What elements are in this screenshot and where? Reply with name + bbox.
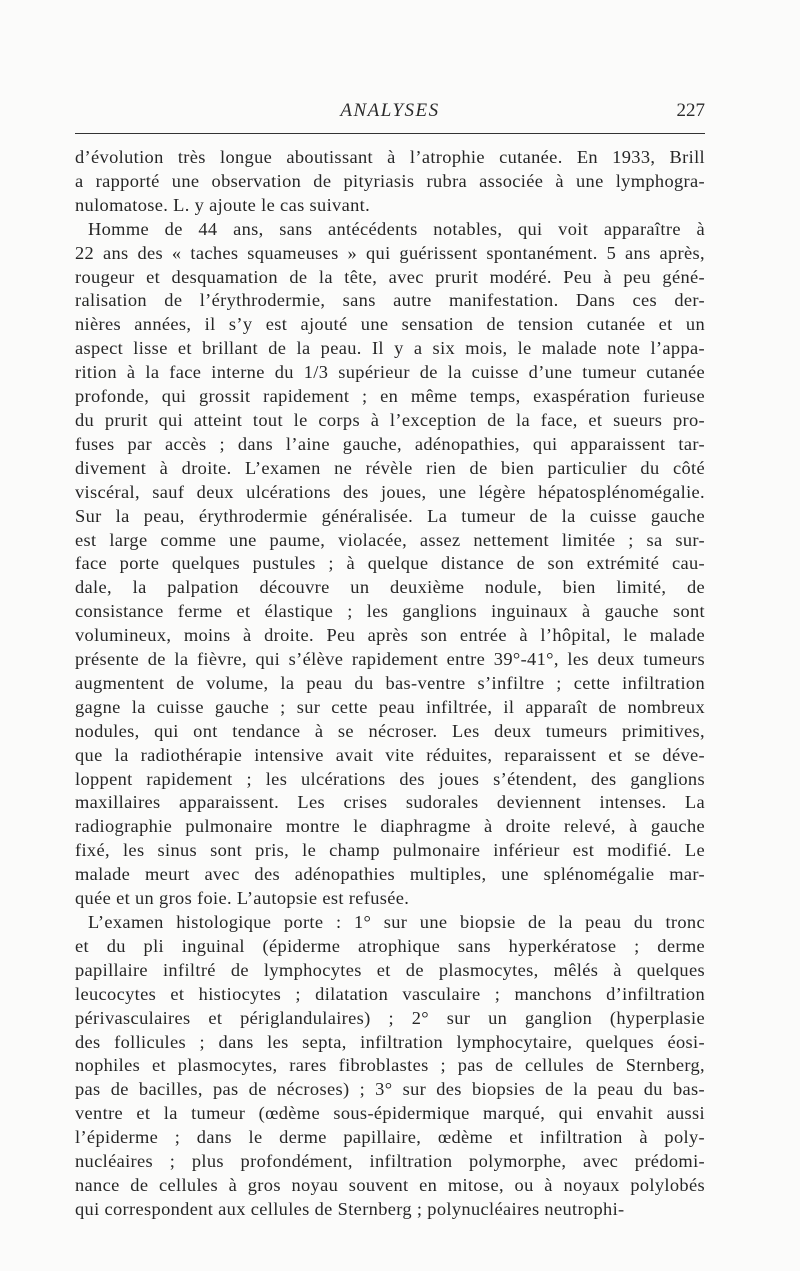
text-line: loppent rapidement ; les ulcérations des joues s’étendent, des ganglions bbox=[75, 768, 705, 789]
text-line: nulomatose. L. y ajoute le cas suivant. bbox=[75, 194, 371, 215]
text-line: des follicules ; dans les septa, infiltration lymphocytaire, quelques éosi- bbox=[75, 1031, 705, 1052]
text-line: leucocytes et histiocytes ; dilatation vasculaire ; manchons d’infiltration bbox=[75, 983, 705, 1004]
text-line: a rapporté une observation de pityriasis rubra associée à une lymphogra- bbox=[75, 170, 705, 191]
text-line: augmentent de volume, la peau du bas-ventre s’infiltre ; cette infiltration bbox=[75, 672, 705, 693]
text-line: nucléaires ; plus profondément, infiltration polymorphe, avec prédomi- bbox=[75, 1151, 705, 1172]
text-line: rougeur et desquamation de la tête, avec prurit modéré. Peu à peu géné- bbox=[75, 266, 705, 287]
text-line: dale, la palpation découvre un deuxième nodule, bien limité, de bbox=[75, 577, 705, 598]
text-line: ralisation de l’érythrodermie, sans autre manifestation. Dans ces der- bbox=[75, 290, 705, 311]
text-line: 22 ans des « taches squameuses » qui guérissent spontanément. 5 ans après, bbox=[75, 242, 705, 263]
text-line: pas de bacilles, pas de nécroses) ; 3° sur des biopsies de la peau du bas- bbox=[75, 1079, 705, 1100]
text-line: ventre et la tumeur (œdème sous-épidermique marqué, qui envahit aussi bbox=[75, 1103, 705, 1124]
text-line: nophiles et plasmocytes, rares fibroblastes ; pas de cellules de Sternberg, bbox=[75, 1055, 705, 1076]
paragraph bbox=[75, 146, 705, 218]
text-line: divement à droite. L’examen ne révèle rien de bien particulier du côté bbox=[75, 457, 705, 478]
text-line: du prurit qui atteint tout le corps à l’exception de la face, et sueurs pro- bbox=[75, 409, 705, 430]
body-text bbox=[75, 146, 705, 1222]
text-line: malade meurt avec des adénopathies multiples, une splénomégalie mar- bbox=[75, 864, 705, 885]
text-line: est large comme une paume, violacée, assez nettement limitée ; sa sur- bbox=[75, 529, 705, 550]
text-line: consistance ferme et élastique ; les ganglions inguinaux à gauche sont bbox=[75, 601, 705, 622]
paragraph bbox=[75, 218, 705, 911]
text-line: viscéral, sauf deux ulcérations des joues, une légère hépatosplénomégalie. bbox=[75, 481, 705, 502]
text-line: fuses par accès ; dans l’aine gauche, adénopathies, qui apparaissent tar- bbox=[75, 433, 705, 454]
paragraph bbox=[75, 911, 705, 1222]
text-line: papillaire infiltré de lymphocytes et de plasmocytes, mêlés à quelques bbox=[75, 959, 705, 980]
text-line: présente de la fièvre, qui s’élève rapidement entre 39°-41°, les deux tumeurs bbox=[75, 649, 705, 670]
header-rule bbox=[75, 133, 705, 134]
page-number: 227 bbox=[676, 100, 705, 121]
text-line: d’évolution très longue aboutissant à l’atrophie cutanée. En 1933, Brill bbox=[75, 147, 705, 167]
text-line: radiographie pulmonaire montre le diaphragme à droite relevé, à gauche bbox=[75, 816, 705, 837]
text-line: nières années, il s’y est ajouté une sensation de tension cutanée et un bbox=[75, 314, 705, 335]
text-line: nance de cellules à gros noyau souvent en mitose, ou à noyaux polylobés bbox=[75, 1174, 705, 1195]
text-line: maxillaires apparaissent. Les crises sudorales deviennent intenses. La bbox=[75, 792, 705, 813]
text-line: périvasculaires et périglandulaires) ; 2° sur un ganglion (hyperplasie bbox=[75, 1007, 705, 1028]
text-line: l’épiderme ; dans le derme papillaire, œdème et infiltration à poly- bbox=[75, 1127, 705, 1148]
text-line: gagne la cuisse gauche ; sur cette peau infiltrée, il apparaît de nombreux bbox=[75, 696, 705, 717]
text-line: qui correspondent aux cellules de Sternberg ; polynucléaires neutrophi- bbox=[75, 1198, 625, 1219]
text-line: volumineux, moins à droite. Peu après son entrée à l’hôpital, le malade bbox=[75, 625, 705, 646]
text-line: Homme de 44 ans, sans antécédents notables, qui voit apparaître à bbox=[88, 218, 705, 239]
page-header bbox=[75, 100, 705, 130]
text-line: et du pli inguinal (épiderme atrophique sans hyperkératose ; derme bbox=[75, 935, 705, 956]
text-line: que la radiothérapie intensive avait vite réduites, reparaissent et se déve- bbox=[75, 744, 705, 765]
text-line: rition à la face interne du 1/3 supérieur de la cuisse d’une tumeur cutanée bbox=[75, 362, 705, 383]
text-line: fixé, les sinus sont pris, le champ pulmonaire inférieur est modifié. Le bbox=[75, 840, 705, 861]
text-line: profonde, qui grossit rapidement ; en même temps, exaspération furieuse bbox=[75, 386, 705, 407]
running-title: ANALYSES bbox=[340, 100, 440, 121]
text-line: L’examen histologique porte : 1° sur une biopsie de la peau du tronc bbox=[88, 912, 705, 932]
text-line: Sur la peau, érythrodermie généralisée. La tumeur de la cuisse gauche bbox=[75, 505, 705, 526]
text-line: nodules, qui ont tendance à se nécroser. Les deux tumeurs primitives, bbox=[75, 720, 705, 741]
text-line: face porte quelques pustules ; à quelque distance de son extrémité cau- bbox=[75, 553, 705, 574]
text-line: aspect lisse et brillant de la peau. Il y a six mois, le malade note l’appa- bbox=[75, 338, 705, 359]
text-line: quée et un gros foie. L’autopsie est refusée. bbox=[75, 888, 410, 909]
